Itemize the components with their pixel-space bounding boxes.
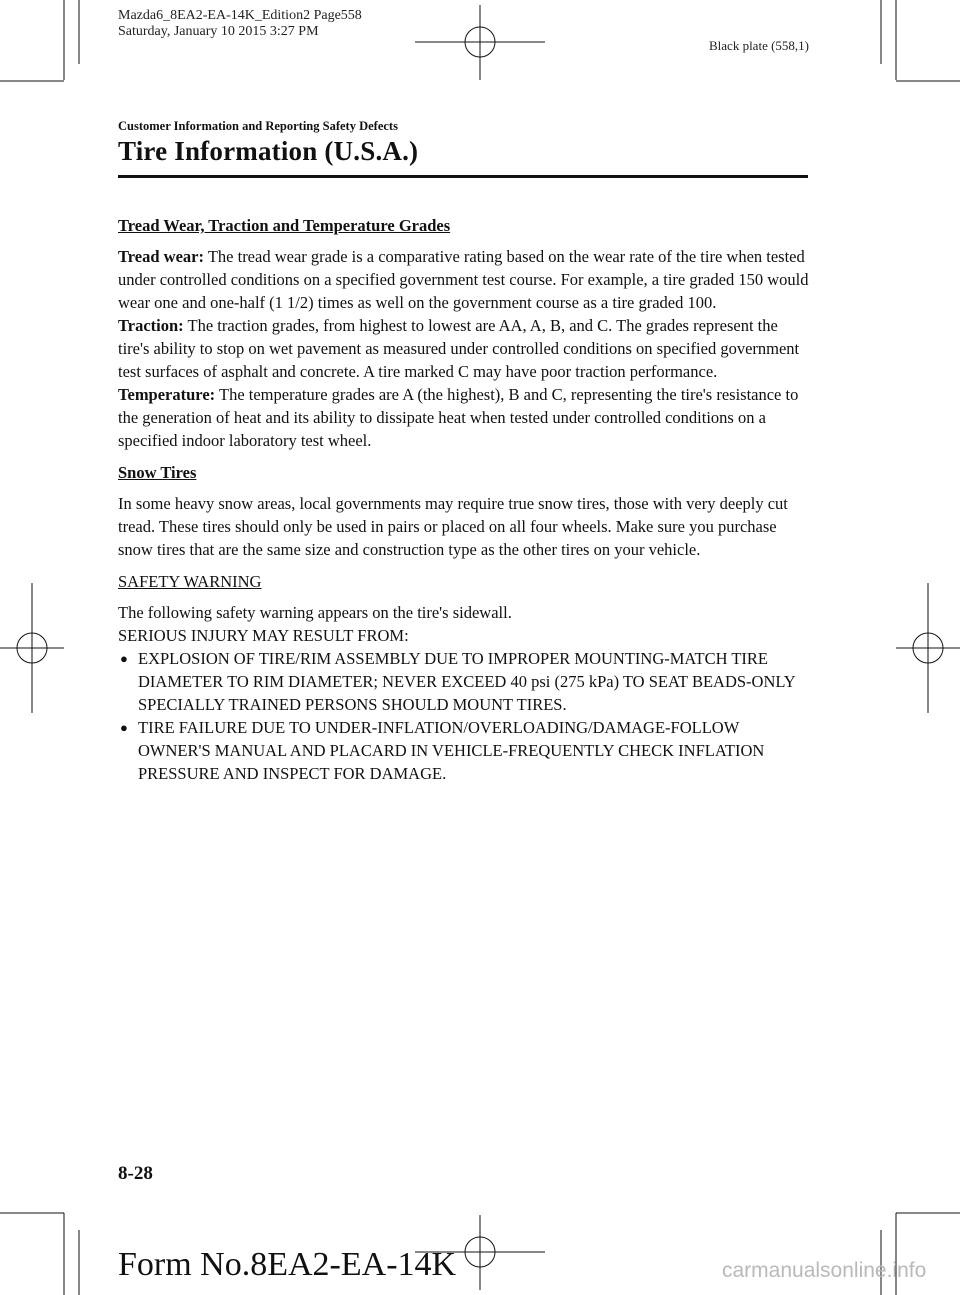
snow-tires-paragraph: In some heavy snow areas, local governments may require true snow tires, those with very deeply cut tread. These tires should only be used in pairs or placed on all four wheels. Make sure you purchase snow tires that are the same size and construction type as the other tires on your vehicle. (118, 494, 788, 559)
section-label: Customer Information and Reporting Safety Defects (118, 119, 398, 133)
warning-list-item (118, 716, 810, 785)
safety-warning-heading: SAFETY WARNING (118, 572, 262, 591)
page-title: Tire Information (U.S.A.) (118, 136, 419, 166)
temperature-lead: Temperature: (118, 385, 216, 404)
page-body (118, 214, 810, 785)
traction-text: The traction grades, from highest to lowest are AA, A, B, and C. The grades represent the tire's ability to stop on wet pavement as measured under controlled conditions on specified government test surfaces of asphalt and concrete. A tire marked C may have poor traction performance. (118, 316, 800, 381)
title-rule (118, 175, 808, 178)
grades-heading: Tread Wear, Traction and Temperature Grades (118, 216, 451, 235)
warning-serious-injury: SERIOUS INJURY MAY RESULT FROM: (118, 626, 409, 645)
bullet-icon: ● (120, 720, 128, 735)
temperature-text: The temperature grades are A (the highest), B and C, representing the tire's resistance to the generation of heat and its ability to dissipate heat when tested under controlled conditions on a specified indoor laboratory test wheel. (118, 385, 799, 450)
warning-item-text: EXPLOSION OF TIRE/RIM ASSEMBLY DUE TO IMPROPER MOUNTING-MATCH TIRE DIAMETER TO RIM DIAMETER; NEVER EXCEED 40 psi (275 kPa) TO SEAT BEADS-ONLY SPECIALLY TRAINED PERSONS SHOULD MOUNT TIRES. (138, 649, 796, 714)
warning-list-item (118, 647, 810, 716)
warning-list (118, 647, 810, 785)
traction-lead: Traction: (118, 316, 184, 335)
plate-label: Black plate (558,1) (709, 38, 809, 53)
bullet-icon: ● (120, 651, 128, 666)
warning-intro: The following safety warning appears on the tire's sidewall. (118, 603, 512, 622)
site-watermark: carmanualsonline.info (722, 1259, 927, 1282)
form-number: Form No.8EA2-EA-14K (118, 1246, 457, 1283)
page-number: 8-28 (118, 1163, 153, 1184)
file-info-line: Mazda6_8EA2-EA-14K_Edition2 Page558 (118, 8, 362, 23)
traction-paragraph (118, 314, 810, 383)
tread-wear-paragraph (118, 245, 810, 314)
warning-item-text: TIRE FAILURE DUE TO UNDER-INFLATION/OVERLOADING/DAMAGE-FOLLOW OWNER'S MANUAL AND PLACARD IN VEHICLE-FREQUENTLY CHECK INFLATION PRESSURE AND INSPECT FOR DAMAGE. (138, 718, 765, 783)
tread-wear-text: The tread wear grade is a comparative rating based on the wear rate of the tire when tested under controlled conditions on a specified government test course. For example, a tire graded 150 would wear one and one-half (1 1/2) times as well on the government course as a tire graded 100. (118, 247, 809, 312)
print-date-line: Saturday, January 10 2015 3:27 PM (118, 24, 319, 39)
temperature-paragraph (118, 383, 810, 452)
snow-tires-heading: Snow Tires (118, 463, 197, 482)
tread-wear-lead: Tread wear: (118, 247, 204, 266)
